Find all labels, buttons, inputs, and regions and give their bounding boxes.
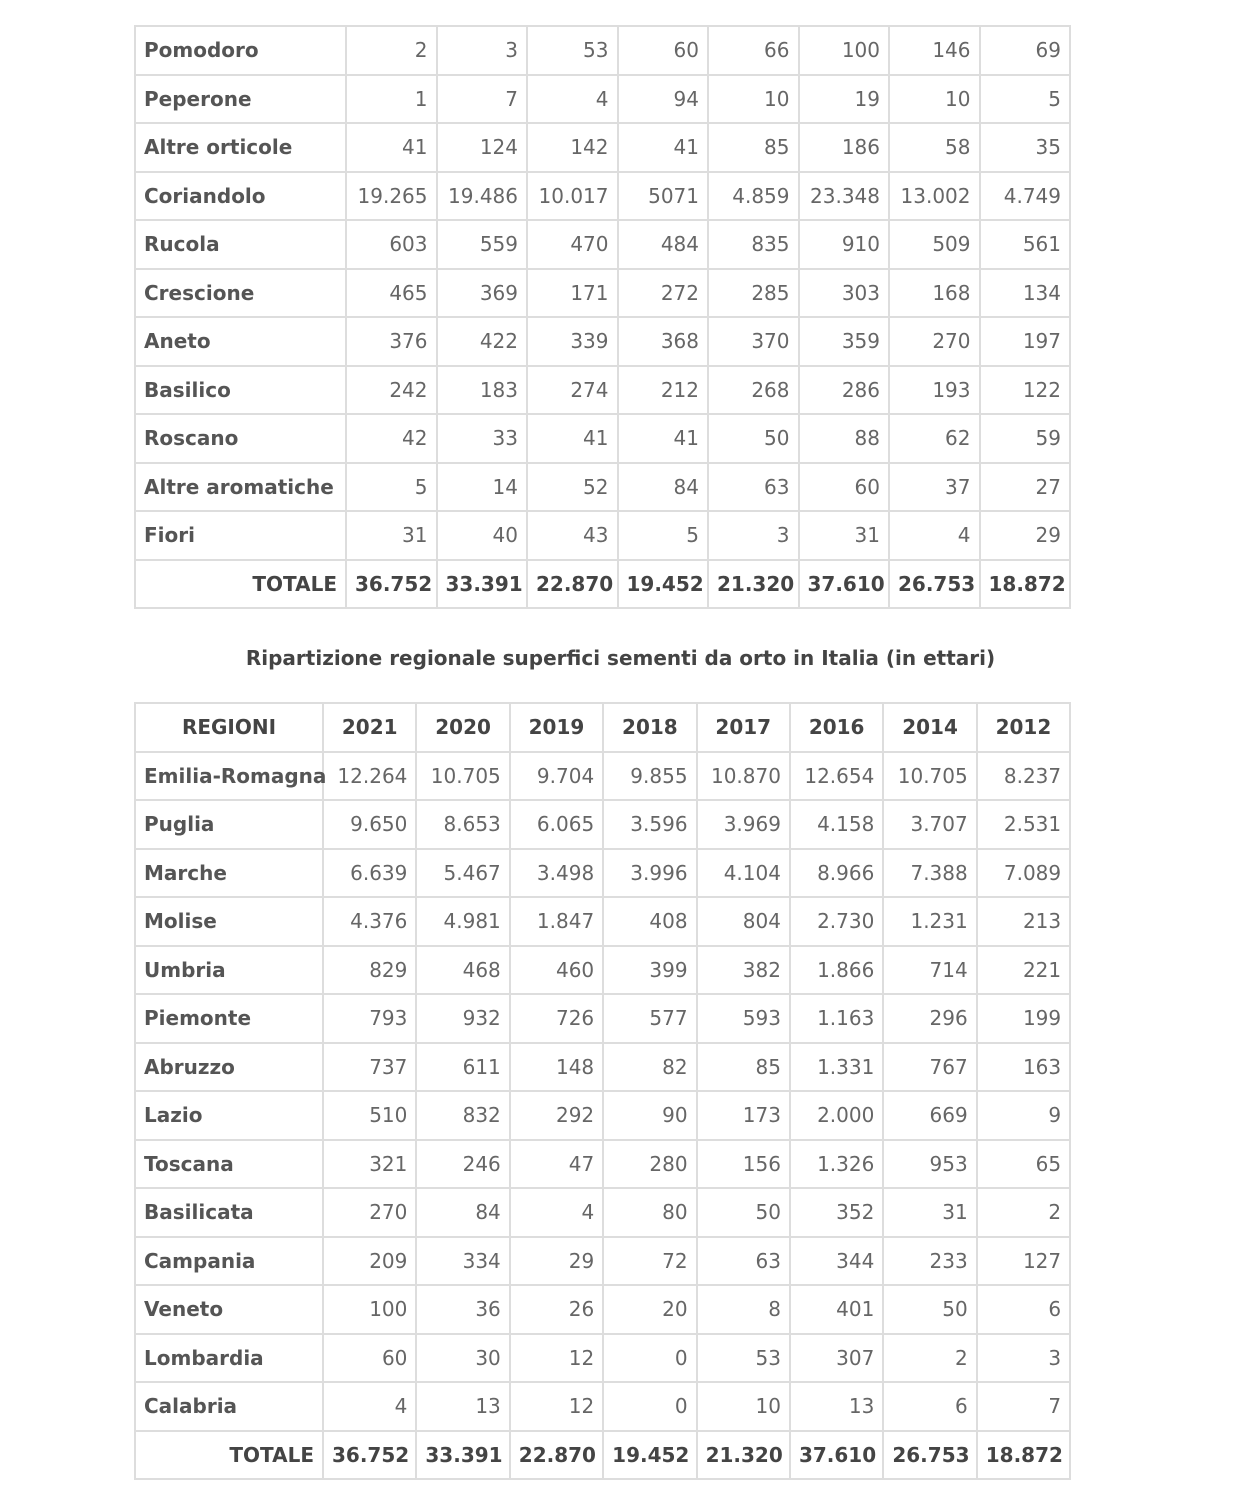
table-cell: 1.847: [510, 897, 603, 946]
row-label: Altre aromatiche: [135, 463, 346, 512]
table-cell: 60: [618, 26, 709, 75]
table-cell: 737: [323, 1043, 416, 1092]
table-cell: 767: [883, 1043, 976, 1092]
row-label: Lombardia: [135, 1334, 323, 1383]
table-cell: 13.002: [889, 172, 980, 221]
row-label: Lazio: [135, 1091, 323, 1140]
total-cell: 21.320: [697, 1431, 790, 1480]
table-cell: 4: [323, 1382, 416, 1431]
table-cell: 50: [697, 1188, 790, 1237]
header-regioni: REGIONI: [135, 703, 323, 752]
row-label: Piemonte: [135, 994, 323, 1043]
table-cell: 6.639: [323, 849, 416, 898]
table-cell: 85: [708, 123, 799, 172]
header-year: 2020: [416, 703, 509, 752]
row-label: Roscano: [135, 414, 346, 463]
table-cell: 60: [323, 1334, 416, 1383]
table-cell: 19: [799, 75, 890, 124]
table-row: [135, 269, 1070, 318]
total-cell: 18.872: [977, 1431, 1070, 1480]
table-row: [135, 800, 1070, 849]
table-cell: 31: [346, 511, 437, 560]
table-row: [135, 946, 1070, 995]
row-label: Peperone: [135, 75, 346, 124]
header-year: 2016: [790, 703, 883, 752]
table-cell: 242: [346, 366, 437, 415]
table-cell: 209: [323, 1237, 416, 1286]
table-cell: 307: [790, 1334, 883, 1383]
table-cell: 369: [437, 269, 528, 318]
total-cell: 33.391: [437, 560, 528, 609]
table-cell: 382: [697, 946, 790, 995]
table-cell: 10: [708, 75, 799, 124]
table-row: [135, 1382, 1070, 1431]
total-cell: 22.870: [527, 560, 618, 609]
total-cell: 22.870: [510, 1431, 603, 1480]
table-cell: 19.486: [437, 172, 528, 221]
table-cell: 213: [977, 897, 1070, 946]
table-cell: 3: [977, 1334, 1070, 1383]
table-cell: 43: [527, 511, 618, 560]
table-cell: 2.531: [977, 800, 1070, 849]
table-cell: 270: [323, 1188, 416, 1237]
table-cell: 829: [323, 946, 416, 995]
table-cell: 1.163: [790, 994, 883, 1043]
table-cell: 12.264: [323, 752, 416, 801]
table-cell: 171: [527, 269, 618, 318]
table-cell: 577: [603, 994, 696, 1043]
table-cell: 6: [977, 1285, 1070, 1334]
regions-table-body: [135, 752, 1070, 1480]
table-cell: 233: [883, 1237, 976, 1286]
row-label: Marche: [135, 849, 323, 898]
table-cell: 274: [527, 366, 618, 415]
header-year: 2017: [697, 703, 790, 752]
table-cell: 7.388: [883, 849, 976, 898]
table-cell: 20: [603, 1285, 696, 1334]
table-cell: 186: [799, 123, 890, 172]
row-label: Campania: [135, 1237, 323, 1286]
table-row: [135, 1140, 1070, 1189]
table-cell: 94: [618, 75, 709, 124]
table-cell: 41: [618, 123, 709, 172]
table-cell: 5: [980, 75, 1071, 124]
table-cell: 303: [799, 269, 890, 318]
table-cell: 41: [618, 414, 709, 463]
table-cell: 272: [618, 269, 709, 318]
table-cell: 29: [980, 511, 1071, 560]
table-cell: 36: [416, 1285, 509, 1334]
table-row: [135, 1188, 1070, 1237]
total-cell: 21.320: [708, 560, 799, 609]
table-cell: 321: [323, 1140, 416, 1189]
table-cell: 4.376: [323, 897, 416, 946]
table-cell: 59: [980, 414, 1071, 463]
table-cell: 835: [708, 220, 799, 269]
table-cell: 2.000: [790, 1091, 883, 1140]
table-cell: 19.265: [346, 172, 437, 221]
row-label: Puglia: [135, 800, 323, 849]
table-cell: 212: [618, 366, 709, 415]
table-cell: 0: [603, 1382, 696, 1431]
row-label: Rucola: [135, 220, 346, 269]
table-cell: 4.859: [708, 172, 799, 221]
table-cell: 726: [510, 994, 603, 1043]
table-cell: 9: [977, 1091, 1070, 1140]
table-cell: 376: [346, 317, 437, 366]
table-cell: 40: [437, 511, 528, 560]
table-cell: 4.981: [416, 897, 509, 946]
table-cell: 6.065: [510, 800, 603, 849]
table-cell: 9.650: [323, 800, 416, 849]
table-cell: 2: [977, 1188, 1070, 1237]
table-cell: 465: [346, 269, 437, 318]
table-cell: 72: [603, 1237, 696, 1286]
table-cell: 65: [977, 1140, 1070, 1189]
row-label: Umbria: [135, 946, 323, 995]
table-cell: 9.704: [510, 752, 603, 801]
row-label: Altre orticole: [135, 123, 346, 172]
table-cell: 603: [346, 220, 437, 269]
table-cell: 85: [697, 1043, 790, 1092]
table-cell: 593: [697, 994, 790, 1043]
table-cell: 31: [799, 511, 890, 560]
row-label: Basilicata: [135, 1188, 323, 1237]
table-cell: 611: [416, 1043, 509, 1092]
table-cell: 100: [799, 26, 890, 75]
table-cell: 84: [416, 1188, 509, 1237]
table-cell: 26: [510, 1285, 603, 1334]
table-cell: 460: [510, 946, 603, 995]
table-cell: 6: [883, 1382, 976, 1431]
table-cell: 69: [980, 26, 1071, 75]
table-cell: 3.996: [603, 849, 696, 898]
table-cell: 31: [883, 1188, 976, 1237]
table-cell: 10.870: [697, 752, 790, 801]
regions-table-caption: Ripartizione regionale superfici sementi da orto in Italia (in ettari): [245, 646, 996, 670]
table-cell: 148: [510, 1043, 603, 1092]
table-cell: 285: [708, 269, 799, 318]
table-cell: 50: [883, 1285, 976, 1334]
table-cell: 7: [977, 1382, 1070, 1431]
table-cell: 4: [889, 511, 980, 560]
table-cell: 399: [603, 946, 696, 995]
table-cell: 280: [603, 1140, 696, 1189]
total-row: [135, 1431, 1070, 1480]
table-row: [135, 1285, 1070, 1334]
row-label: Emilia-Romagna: [135, 752, 323, 801]
table-cell: 53: [527, 26, 618, 75]
row-label: Basilico: [135, 366, 346, 415]
table-row: [135, 897, 1070, 946]
table-row: [135, 123, 1070, 172]
row-label: Crescione: [135, 269, 346, 318]
table-cell: 339: [527, 317, 618, 366]
table-row: [135, 463, 1070, 512]
table-cell: 4.158: [790, 800, 883, 849]
table-row: [135, 75, 1070, 124]
table-cell: 60: [799, 463, 890, 512]
products-table: [134, 25, 1071, 609]
header-year: 2021: [323, 703, 416, 752]
total-label: TOTALE: [135, 560, 346, 609]
regions-table: [134, 702, 1071, 1480]
table-cell: 510: [323, 1091, 416, 1140]
regions-header-row: [135, 703, 1070, 752]
table-cell: 37: [889, 463, 980, 512]
table-cell: 13: [790, 1382, 883, 1431]
table-cell: 62: [889, 414, 980, 463]
table-cell: 5: [618, 511, 709, 560]
table-cell: 30: [416, 1334, 509, 1383]
table-row: [135, 172, 1070, 221]
table-cell: 246: [416, 1140, 509, 1189]
table-cell: 41: [346, 123, 437, 172]
table-cell: 953: [883, 1140, 976, 1189]
header-year: 2014: [883, 703, 976, 752]
table-cell: 5: [346, 463, 437, 512]
table-cell: 932: [416, 994, 509, 1043]
table-cell: 42: [346, 414, 437, 463]
table-cell: 832: [416, 1091, 509, 1140]
table-cell: 352: [790, 1188, 883, 1237]
table-row: [135, 752, 1070, 801]
table-cell: 1.231: [883, 897, 976, 946]
table-row: [135, 1091, 1070, 1140]
table-cell: 47: [510, 1140, 603, 1189]
table-cell: 53: [697, 1334, 790, 1383]
table-cell: 2: [883, 1334, 976, 1383]
table-cell: 156: [697, 1140, 790, 1189]
table-cell: 13: [416, 1382, 509, 1431]
table-cell: 163: [977, 1043, 1070, 1092]
table-cell: 4.104: [697, 849, 790, 898]
table-cell: 5071: [618, 172, 709, 221]
table-cell: 8.653: [416, 800, 509, 849]
table-cell: 3: [708, 511, 799, 560]
table-cell: 35: [980, 123, 1071, 172]
table-cell: 270: [889, 317, 980, 366]
table-cell: 66: [708, 26, 799, 75]
total-cell: 36.752: [346, 560, 437, 609]
table-cell: 509: [889, 220, 980, 269]
table-cell: 468: [416, 946, 509, 995]
total-cell: 26.753: [883, 1431, 976, 1480]
table-cell: 10.705: [883, 752, 976, 801]
table-cell: 1: [346, 75, 437, 124]
table-cell: 7.089: [977, 849, 1070, 898]
table-cell: 10.705: [416, 752, 509, 801]
table-cell: 134: [980, 269, 1071, 318]
table-cell: 12: [510, 1382, 603, 1431]
table-cell: 8.237: [977, 752, 1070, 801]
total-cell: 19.452: [618, 560, 709, 609]
table-cell: 804: [697, 897, 790, 946]
table-cell: 3: [437, 26, 528, 75]
table-cell: 484: [618, 220, 709, 269]
row-label: Toscana: [135, 1140, 323, 1189]
table-cell: 359: [799, 317, 890, 366]
total-cell: 26.753: [889, 560, 980, 609]
table-cell: 714: [883, 946, 976, 995]
total-cell: 19.452: [603, 1431, 696, 1480]
table-cell: 370: [708, 317, 799, 366]
table-cell: 559: [437, 220, 528, 269]
table-cell: 3.969: [697, 800, 790, 849]
table-cell: 63: [697, 1237, 790, 1286]
row-label: Coriandolo: [135, 172, 346, 221]
total-label: TOTALE: [135, 1431, 323, 1480]
row-label: Veneto: [135, 1285, 323, 1334]
header-year: 2012: [977, 703, 1070, 752]
table-row: [135, 1237, 1070, 1286]
table-cell: 90: [603, 1091, 696, 1140]
table-cell: 142: [527, 123, 618, 172]
total-cell: 37.610: [790, 1431, 883, 1480]
table-row: [135, 994, 1070, 1043]
table-cell: 33: [437, 414, 528, 463]
table-cell: 344: [790, 1237, 883, 1286]
table-cell: 401: [790, 1285, 883, 1334]
table-cell: 27: [980, 463, 1071, 512]
table-cell: 29: [510, 1237, 603, 1286]
table-cell: 292: [510, 1091, 603, 1140]
table-cell: 23.348: [799, 172, 890, 221]
table-cell: 199: [977, 994, 1070, 1043]
table-cell: 4: [510, 1188, 603, 1237]
table-cell: 122: [980, 366, 1071, 415]
table-row: [135, 317, 1070, 366]
table-cell: 334: [416, 1237, 509, 1286]
table-cell: 561: [980, 220, 1071, 269]
table-cell: 1.326: [790, 1140, 883, 1189]
table-row: [135, 1334, 1070, 1383]
table-cell: 80: [603, 1188, 696, 1237]
total-cell: 37.610: [799, 560, 890, 609]
table-cell: 10.017: [527, 172, 618, 221]
table-cell: 2.730: [790, 897, 883, 946]
table-cell: 84: [618, 463, 709, 512]
table-cell: 197: [980, 317, 1071, 366]
table-cell: 50: [708, 414, 799, 463]
row-label: Aneto: [135, 317, 346, 366]
table-cell: 669: [883, 1091, 976, 1140]
table-row: [135, 849, 1070, 898]
header-year: 2019: [510, 703, 603, 752]
table-row: [135, 366, 1070, 415]
table-cell: 408: [603, 897, 696, 946]
table-cell: 268: [708, 366, 799, 415]
regions-table-header: [135, 703, 1070, 752]
table-cell: 286: [799, 366, 890, 415]
table-cell: 173: [697, 1091, 790, 1140]
total-cell: 33.391: [416, 1431, 509, 1480]
total-cell: 36.752: [323, 1431, 416, 1480]
table-cell: 8.966: [790, 849, 883, 898]
table-cell: 793: [323, 994, 416, 1043]
table-cell: 4: [527, 75, 618, 124]
table-cell: 100: [323, 1285, 416, 1334]
table-row: [135, 414, 1070, 463]
row-label: Abruzzo: [135, 1043, 323, 1092]
total-row: [135, 560, 1070, 609]
table-row: [135, 26, 1070, 75]
table-cell: 422: [437, 317, 528, 366]
products-table-body: [135, 26, 1070, 608]
table-cell: 0: [603, 1334, 696, 1383]
row-label: Fiori: [135, 511, 346, 560]
table-cell: 12: [510, 1334, 603, 1383]
table-cell: 58: [889, 123, 980, 172]
table-cell: 183: [437, 366, 528, 415]
table-row: [135, 220, 1070, 269]
table-cell: 3.707: [883, 800, 976, 849]
table-cell: 12.654: [790, 752, 883, 801]
table-cell: 8: [697, 1285, 790, 1334]
table-cell: 63: [708, 463, 799, 512]
header-year: 2018: [603, 703, 696, 752]
table-cell: 3.498: [510, 849, 603, 898]
table-row: [135, 511, 1070, 560]
table-cell: 82: [603, 1043, 696, 1092]
table-cell: 368: [618, 317, 709, 366]
table-cell: 146: [889, 26, 980, 75]
table-cell: 3.596: [603, 800, 696, 849]
table-cell: 1.331: [790, 1043, 883, 1092]
table-row: [135, 1043, 1070, 1092]
table-cell: 910: [799, 220, 890, 269]
table-cell: 193: [889, 366, 980, 415]
table-cell: 14: [437, 463, 528, 512]
table-cell: 1.866: [790, 946, 883, 995]
table-cell: 10: [889, 75, 980, 124]
table-cell: 4.749: [980, 172, 1071, 221]
table-cell: 10: [697, 1382, 790, 1431]
table-cell: 88: [799, 414, 890, 463]
table-cell: 9.855: [603, 752, 696, 801]
table-cell: 41: [527, 414, 618, 463]
table-cell: 124: [437, 123, 528, 172]
table-cell: 7: [437, 75, 528, 124]
table-cell: 470: [527, 220, 618, 269]
total-cell: 18.872: [980, 560, 1071, 609]
row-label: Pomodoro: [135, 26, 346, 75]
table-cell: 5.467: [416, 849, 509, 898]
row-label: Molise: [135, 897, 323, 946]
table-cell: 221: [977, 946, 1070, 995]
row-label: Calabria: [135, 1382, 323, 1431]
table-cell: 52: [527, 463, 618, 512]
table-cell: 127: [977, 1237, 1070, 1286]
table-cell: 2: [346, 26, 437, 75]
table-cell: 168: [889, 269, 980, 318]
table-cell: 296: [883, 994, 976, 1043]
